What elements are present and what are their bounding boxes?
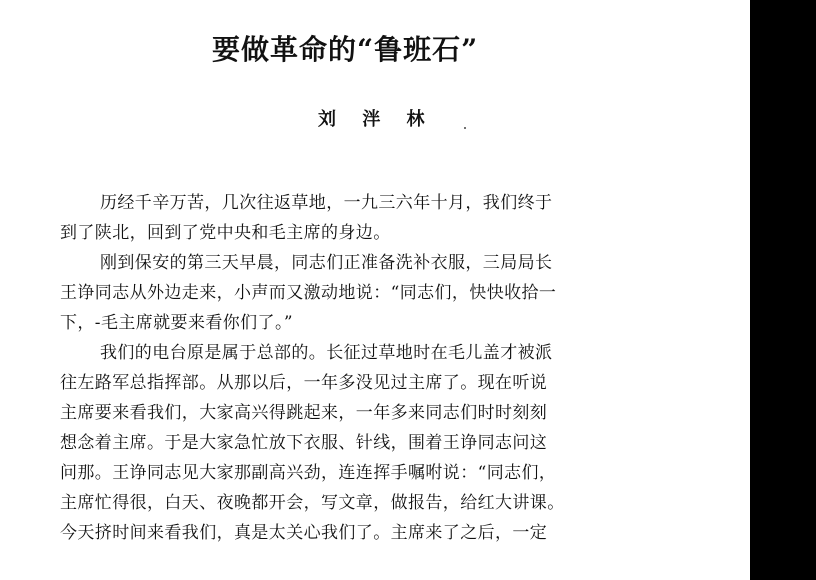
text-line: 下，-毛主席就要来看你们了。” bbox=[60, 313, 293, 333]
text-line: 我们的电台原是属于总部的。长征过草地时在毛儿盖才被派 bbox=[100, 343, 553, 363]
scan-speck bbox=[464, 127, 466, 129]
scan-edge-strip bbox=[750, 0, 816, 580]
text-line: 主席要来看我们，大家高兴得跳起来，一年多来同志们时时刻刻 bbox=[60, 403, 548, 423]
text-line: 到了陕北，回到了党中央和毛主席的身边。 bbox=[60, 223, 391, 243]
text-line: 想念着主席。于是大家急忙放下衣服、针线，围着王诤同志问这 bbox=[60, 433, 548, 453]
text-line: 刚到保安的第三天早晨，同志们正准备洗补衣服，三局局长 bbox=[100, 253, 553, 273]
text-line: 历经千辛万苦，几次往返草地，一九三六年十月，我们终于 bbox=[100, 193, 553, 213]
text-line: 王诤同志从外边走来，小声而又激动地说：“同志们，快快收拾一 bbox=[60, 283, 557, 303]
text-line: 问那。王诤同志见大家那副高兴劲，连连挥手嘱咐说：“同志们， bbox=[60, 463, 557, 483]
body-text bbox=[60, 188, 672, 548]
article-title: 要做革命的“鲁班石” bbox=[212, 33, 479, 66]
author-name: 刘 泮 林 bbox=[318, 109, 435, 130]
text-line: 今天挤时间来看我们，真是太关心我们了。主席来了之后，一定 bbox=[60, 523, 548, 543]
text-line: 主席忙得很，白天、夜晚都开会，写文章，做报告，给红大讲课。 bbox=[60, 493, 565, 513]
text-line: 往左路军总指挥部。从那以后，一年多没见过主席了。现在听说 bbox=[60, 373, 548, 393]
